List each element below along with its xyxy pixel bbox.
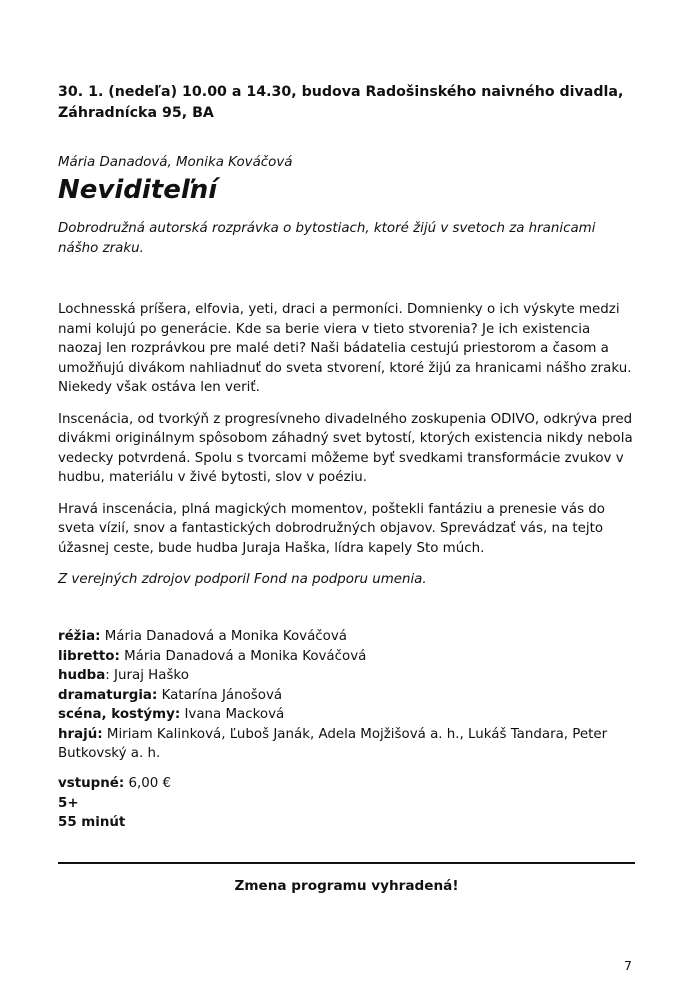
credit-row-directing <box>58 627 638 647</box>
credit-value: : Juraj Haško <box>105 668 189 683</box>
credit-row-libretto <box>58 647 638 667</box>
play-description <box>58 300 638 602</box>
program-change-notice: Zmena programu vyhradená! <box>234 878 459 894</box>
duration: 55 minút <box>58 815 126 830</box>
credit-value: Katarína Jánošová <box>157 687 283 703</box>
credit-row-cast <box>58 725 638 764</box>
credit-value: Ivana Macková <box>180 707 285 722</box>
description-paragraph: Lochnesská príšera, elfovia, yeti, draci a permoníci. Domnienky o ich výskyte medzi nami kolujú po generácie. Kde sa berie viera v tieto stvorenia? Je ich existencia naozaj len rozprávkou pre malé deti? Naši bádatelia cestujú priestorom a časom a umožňujú divákom nahliadnuť do sveta stvorení, ktoré žijú za hranicami nášho zraku. Niekedy však ostáva len veriť. <box>58 302 632 395</box>
credit-row-scenography <box>58 705 638 725</box>
play-authors: Mária Danadová, Monika Kováčová <box>58 155 293 170</box>
credit-label: libretto: <box>58 648 120 664</box>
credit-row-dramaturgy <box>58 686 638 706</box>
credit-label: hrajú: <box>58 726 103 742</box>
credit-value: Mária Danadová a Monika Kováčová <box>119 648 367 664</box>
ticket-price <box>58 774 171 794</box>
play-title: Neviditeľní <box>58 175 218 205</box>
credit-label: réžia: <box>58 629 101 644</box>
page-number: 7 <box>624 958 632 973</box>
funding-note: Z verejných zdrojov podporil Fond na podporu umenia. <box>58 572 427 587</box>
ticket-value: 6,00 € <box>124 776 172 791</box>
credit-label: dramaturgia: <box>58 687 158 703</box>
play-subtitle: Dobrodružná autorská rozprávka o bytostiach, ktoré žijú v svetoch za hranicami nášho zraku. <box>58 221 596 256</box>
credit-value: Miriam Kalinková, Ľuboš Janák, Adela Mojžišová a. h., Lukáš Tandara, Peter Butkovský a. h. <box>58 726 608 761</box>
event-date-venue: 30. 1. (nedeľa) 10.00 a 14.30, budova Radošinského naivného divadla, Záhradnícka 95, BA <box>58 84 624 121</box>
description-paragraph: Inscenácia, od tvorkýň z progresívneho divadelného zoskupenia ODIVO, odkrýva pred divákmi originálnym spôsobom záhadný svet bytostí, ktorých existencia nikdy nebola vedecky potvrdená. Spolu s tvorcami môžeme byť svedkami transformácie zvukov v hudbu, materiálu v živé bytosti, slov v poéziu. <box>58 411 633 485</box>
credit-label: scéna, kostýmy: <box>58 707 181 722</box>
credit-row-music <box>58 666 638 686</box>
credits-list <box>58 627 638 764</box>
event-meta <box>58 774 171 833</box>
age-rating: 5+ <box>58 795 79 811</box>
ticket-label: vstupné: <box>58 776 125 791</box>
description-paragraph: Hravá inscenácia, plná magických momentov, poštekli fantáziu a prenesie vás do sveta vízií, snov a fantastických dobrodružných objavov. Sprevádzať vás, na tejto úžasnej ceste, bude hudba Juraja Haška, lídra kapely Sto múch. <box>58 501 605 556</box>
horizontal-divider <box>58 862 635 864</box>
credit-label: hudba <box>58 668 106 683</box>
credit-value: Mária Danadová a Monika Kováčová <box>100 629 347 644</box>
